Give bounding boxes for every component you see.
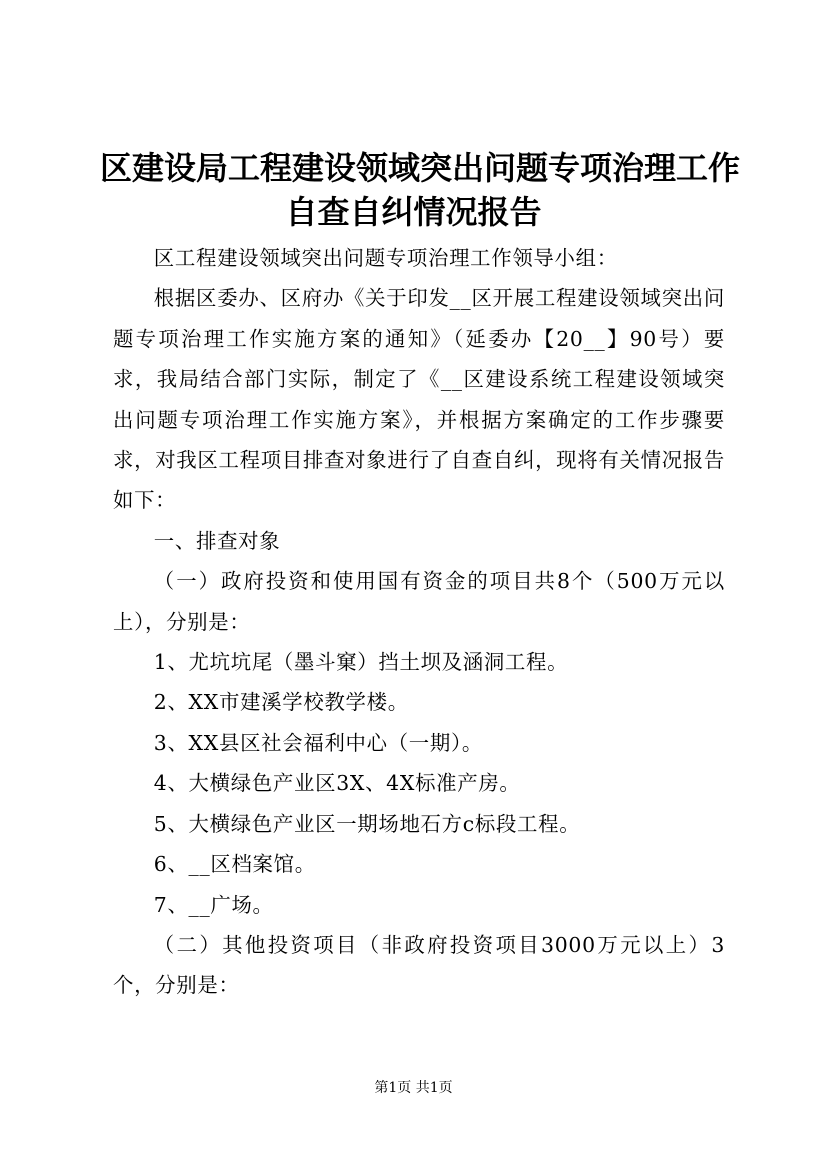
document-title-line-1: 区建设局工程建设领域突出问题专项治理工作	[100, 149, 741, 187]
subsection-heading: （二）其他投资项目（非政府投资项目3000万元以上）3个，分别是：	[113, 932, 725, 998]
list-item: 2、XX市建溪学校教学楼。	[153, 690, 409, 715]
section-heading: 一、排查对象	[153, 528, 281, 553]
addressee: 区工程建设领域突出问题专项治理工作领导小组：	[153, 246, 618, 270]
page-footer: 第1页 共1页	[374, 1080, 453, 1096]
list-item: 6、__区档案馆。	[153, 852, 316, 877]
intro-paragraph: 根据区委办、区府办《关于印发__区开展工程建设领域突出问题专项治理工作实施方案的通知》（延委办【20__】90号）要求，我局结合部门实际，制定了《__区建设系统工程建设领域突出问题专项治理工作实施方案》，并根据方案确定的工作步骤要求，对我区工程项目排查对象进行了自查自纠，现将有关情况报告如下：	[113, 286, 725, 513]
list-item: 3、XX县区社会福利中心（一期）。	[153, 730, 483, 755]
document-title-line-2: 自查自纠情况报告	[285, 193, 542, 231]
subsection-heading: （一）政府投资和使用国有资金的项目共8个（500万元以上），分别是：	[113, 569, 725, 634]
list-item: 1、尤坑坑尾（墨斗窠）挡土坝及涵洞工程。	[153, 650, 569, 675]
document-body	[113, 238, 725, 1006]
list-item: 7、__广场。	[153, 892, 274, 917]
list-item: 4、大横绿色产业区3X、4X标准产房。	[153, 771, 521, 796]
list-item: 5、大横绿色产业区一期场地石方c标段工程。	[153, 811, 581, 836]
